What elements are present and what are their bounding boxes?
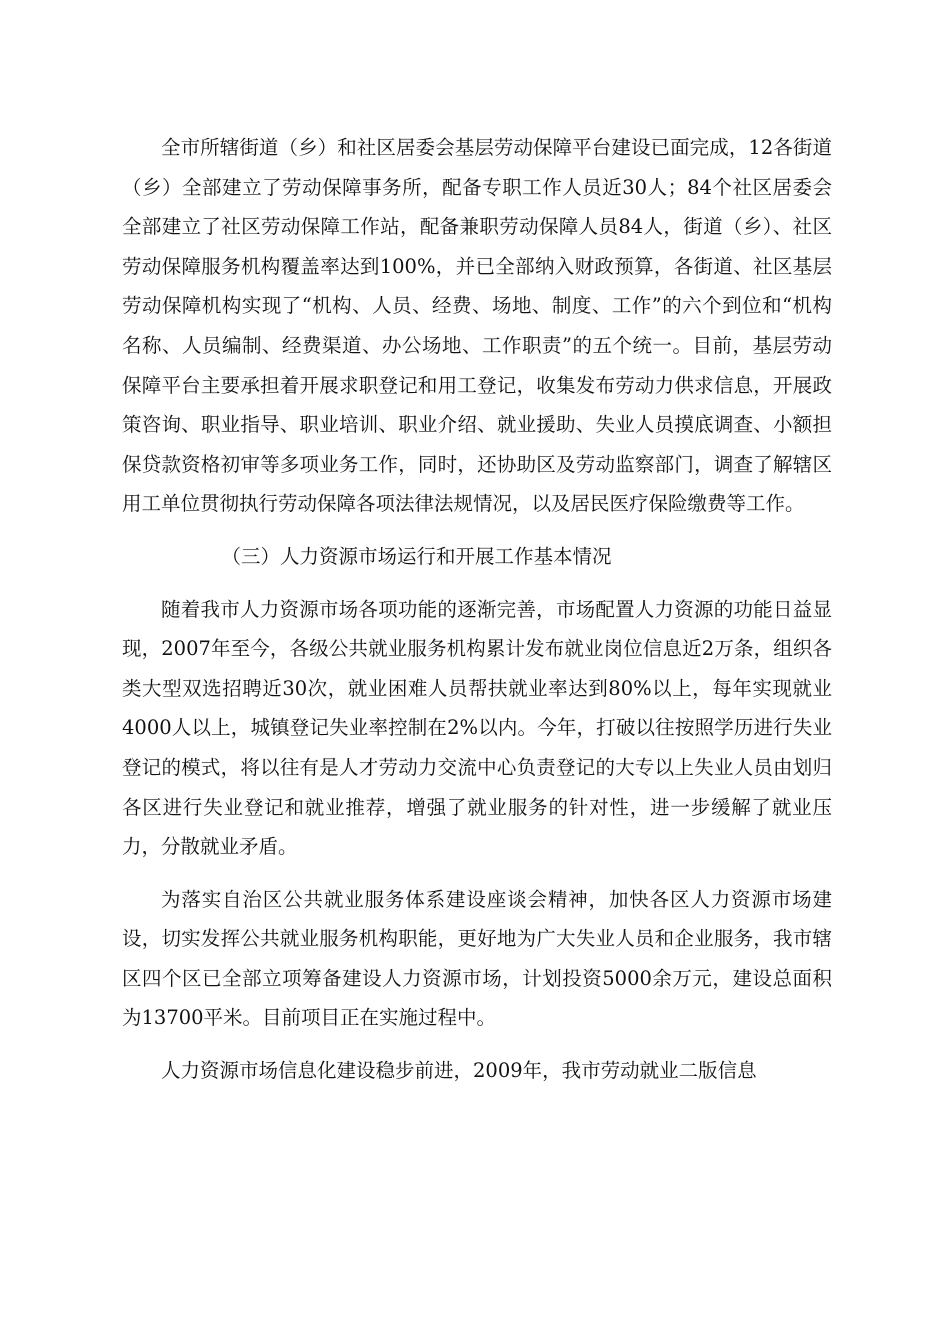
section-heading-hr-market: （三）人力资源市场运行和开展工作基本情况 — [221, 544, 612, 568]
document-body — [122, 128, 832, 1091]
paragraph-market-construction: 为落实自治区公共就业服务体系建设座谈会精神，加快各区人力资源市场建设，切实发挥公共就业服务机构职能，更好地为广大失业人员和企业服务，我市辖区四个区已全部立项筹备建设人力资源市场，计划投资5000余万元，建设总面积为13700平米。目前项目正在实施过程中。 — [122, 887, 832, 1030]
paragraph-grassroots-platform: 全市所辖街道（乡）和社区居委会基层劳动保障平台建设已面完成，12各街道（乡）全部建立了劳动保障事务所，配备专职工作人员近30人；84个社区居委会全部建立了社区劳动保障工作站，配备兼职劳动保障人员84人，街道（乡）、社区劳动保障服务机构覆盖率达到100%，并已全部纳入财政预算，各街道、社区基层劳动保障机构实现了“机构、人员、经费、场地、制度、工作”的六个到位和“机构名称、人员编制、经费渠道、办公场地、工作职责”的五个统一。目前，基层劳动保障平台主要承担着开展求职登记和用工登记，收集发布劳动力供求信息，开展政策咨询、职业指导、职业培训、职业介绍、就业援助、失业人员摸底调查、小额担保贷款资格初审等多项业务工作，同时，还协助区及劳动监察部门，调查了解辖区用工单位贯彻执行劳动保障各项法律法规情况，以及居民医疗保险缴费等工作。 — [122, 136, 832, 516]
paragraph-informatization: 人力资源市场信息化建设稳步前进，2009年，我市劳动就业二版信息 — [161, 1059, 757, 1083]
paragraph-market-functions: 随着我市人力资源市场各项功能的逐渐完善，市场配置人力资源的功能日益显现，2007年至今，各级公共就业服务机构累计发布就业岗位信息近2万条，组织各类大型双选招聘近30次，就业困难人员帮扶就业率达到80%以上，每年实现就业4000人以上，城镇登记失业率控制在2%以内。今年，打破以往按照学历进行失业登记的模式，将以往有是人才劳动力交流中心负责登记的大专以上失业人员由划归各区进行失业登记和就业推荐，增强了就业服务的针对性，进一步缓解了就业压力，分散就业矛盾。 — [122, 597, 832, 859]
